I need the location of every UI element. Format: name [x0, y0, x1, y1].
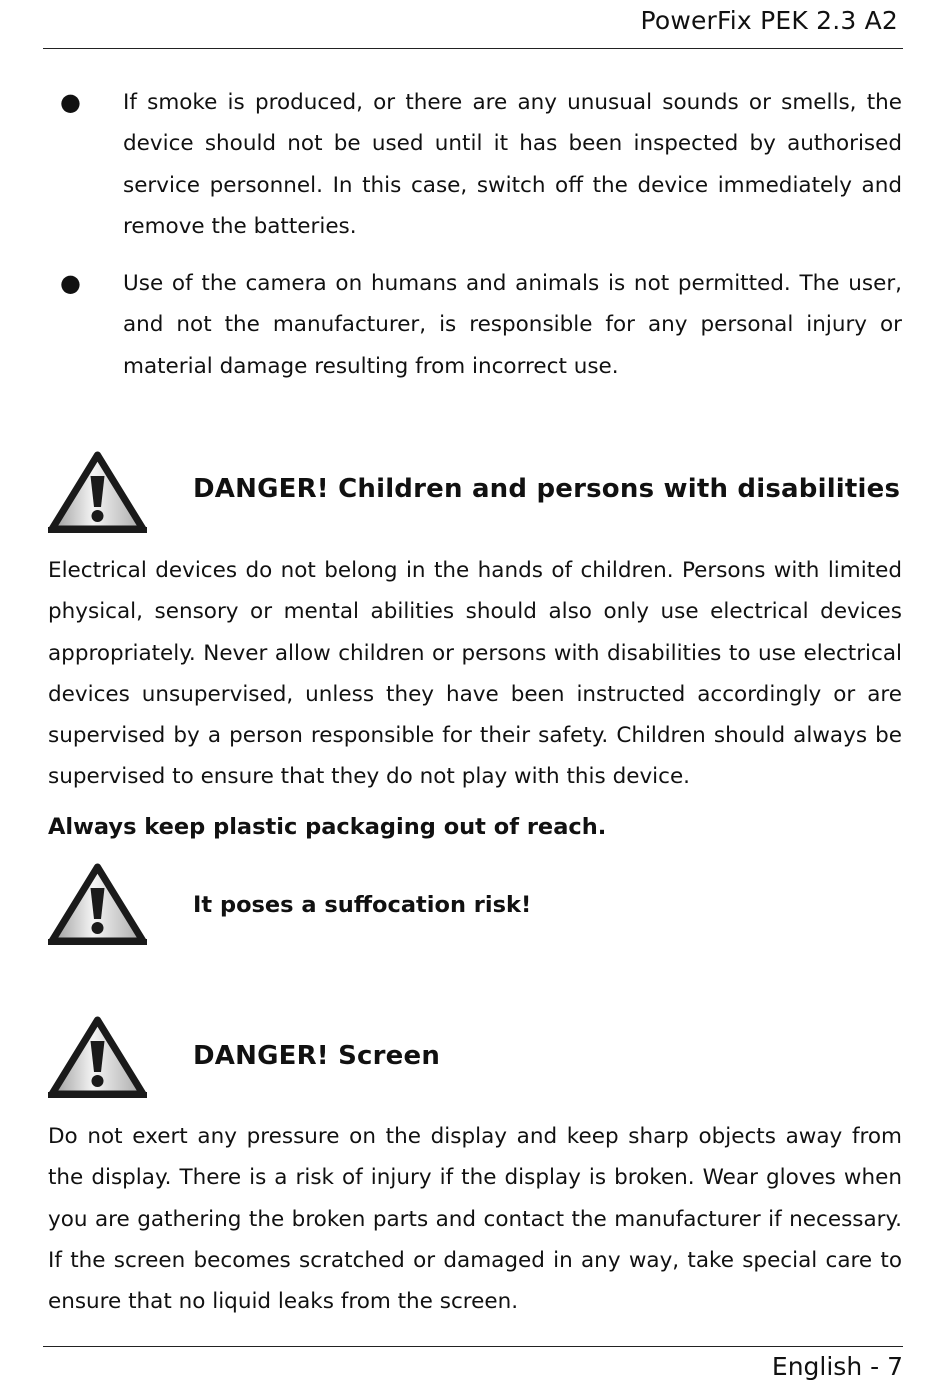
- bullet-icon: ●: [60, 269, 81, 298]
- packaging-notice: Always keep plastic packaging out of reach.: [48, 814, 607, 840]
- footer-divider: [43, 1346, 903, 1347]
- suffocation-warning: It poses a suffocation risk!: [193, 892, 532, 918]
- page-number: English - 7: [771, 1352, 903, 1381]
- list-item: [48, 263, 902, 387]
- header-divider: [43, 48, 903, 49]
- screen-danger-heading: DANGER! Screen: [193, 1041, 441, 1071]
- warning-triangle-icon: [46, 861, 149, 947]
- bullet-icon: ●: [60, 88, 81, 116]
- document-title: PowerFix PEK 2.3 A2: [640, 6, 898, 35]
- warning-triangle-icon: [46, 1014, 149, 1100]
- children-danger-heading: DANGER! Children and persons with disabilities: [193, 474, 901, 504]
- screen-danger-body: Do not exert any pressure on the display and keep sharp objects away from the display. There is a risk of injury if the display is broken. Wear gloves when you are gathering the broken parts and contact the manufacturer if necessary. If the screen becomes scratched or damaged in any way, take special care to ensure that no liquid leaks from the screen.: [48, 1124, 902, 1315]
- safety-bullet-list: [48, 82, 902, 403]
- bullet-text: Use of the camera on humans and animals is not permitted. The user, and not the manufacturer, is responsible for any personal injury or material damage resulting from incorrect use.: [123, 271, 902, 379]
- warning-triangle-icon: [46, 449, 149, 535]
- list-item: [48, 82, 902, 247]
- bullet-text: If smoke is produced, or there are any unusual sounds or smells, the device should not be used until it has been inspected by authorised service personnel. In this case, switch off the device immediately and remove the batteries.: [123, 90, 902, 239]
- children-danger-body: Electrical devices do not belong in the hands of children. Persons with limited physical, sensory or mental abilities should also only use electrical devices appropriately. Never allow children or persons with disabilities to use electrical devices unsupervised, unless they have been instructed accordingly or are supervised by a person responsible for their safety. Children should always be supervised to ensure that they do not play with this device.: [48, 558, 902, 790]
